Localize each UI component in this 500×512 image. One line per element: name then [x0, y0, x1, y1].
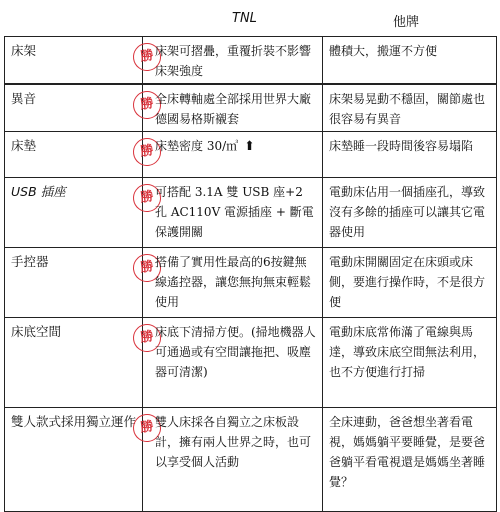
table-row — [5, 408, 497, 512]
tnl-text: 床架可摺疊，重覆折裝不影響床架強度 — [155, 44, 312, 78]
tnl-cell — [139, 84, 323, 132]
table-row — [5, 248, 497, 318]
victory-stamp-icon: 勝 — [131, 89, 163, 121]
feature-cell: 手控器 — [5, 248, 143, 318]
tnl-cell — [139, 318, 323, 408]
other-cell: 床墊睡一段時間後容易塌陷 — [323, 132, 497, 178]
tnl-cell — [139, 248, 323, 318]
other-cell: 床架易晃動不穩固，關節處也很容易有異音 — [323, 84, 497, 132]
other-cell: 電動床佔用一個插座孔，導致沒有多餘的插座可以讓其它電器使用 — [323, 178, 497, 248]
table-row — [5, 37, 497, 85]
tnl-cell — [139, 408, 323, 512]
tnl-text: 搭備了實用性最高的6按鍵無線遙控器，讓您無拘無束輕鬆使用 — [155, 255, 312, 309]
other-cell: 全床連動，爸爸想坐著看電視，媽媽躺平要睡覺，是要爸爸躺平看電視還是媽媽坐著睡覺？ — [323, 408, 497, 512]
tnl-cell — [139, 132, 323, 178]
other-cell: 電動床底常佈滿了電線與馬達，導致床底空間無法利用，也不方便進行打掃 — [323, 318, 497, 408]
header-other-brand: 他牌 — [393, 15, 420, 30]
victory-stamp-icon: 勝 — [131, 252, 163, 284]
feature-cell: 異音 — [5, 84, 143, 132]
tnl-text — [155, 139, 255, 153]
table-row — [5, 84, 497, 132]
victory-stamp-icon: 勝 — [131, 412, 163, 444]
tnl-text: 雙人床採各自獨立之床板設計，擁有兩人世界之時，也可以享受個人活動 — [155, 415, 312, 469]
victory-stamp-icon: 勝 — [131, 41, 163, 73]
tnl-cell — [139, 178, 323, 248]
feature-cell: 雙人款式採用獨立運作 — [5, 408, 143, 512]
other-cell: 體積大，搬運不方便 — [323, 37, 497, 85]
victory-stamp-icon: 勝 — [131, 136, 163, 168]
comparison-table — [4, 36, 497, 512]
other-cell: 電動床開關固定在床頭或床側，要進行操作時，不是很方便 — [323, 248, 497, 318]
table-row — [5, 132, 497, 178]
victory-stamp-icon: 勝 — [131, 182, 163, 214]
feature-cell: 床架 — [5, 37, 143, 85]
tnl-text: 全床轉軸處全部採用世界大廠德國易格斯襯套 — [155, 92, 312, 126]
table-header — [0, 0, 500, 36]
up-arrow-icon: ⬆ — [244, 139, 256, 154]
tnl-cell — [139, 37, 323, 85]
feature-cell: 床底空間 — [5, 318, 143, 408]
feature-cell: 床墊 — [5, 132, 143, 178]
tnl-text: 床底下清掃方便。(掃地機器人可通過或有空間讓拖把、吸塵器可清潔) — [155, 325, 316, 379]
table-row — [5, 178, 497, 248]
tnl-text: 可搭配 3.1A 雙 USB 座+2 孔 AC110V 電源插座 + 斷電保護開關 — [155, 185, 314, 239]
header-tnl: TNL — [232, 11, 257, 26]
table-row — [5, 318, 497, 408]
feature-cell: USB 插座 — [5, 178, 143, 248]
mattress-density-text: 床墊密度 30/㎥ — [155, 139, 239, 153]
victory-stamp-icon: 勝 — [131, 322, 163, 354]
